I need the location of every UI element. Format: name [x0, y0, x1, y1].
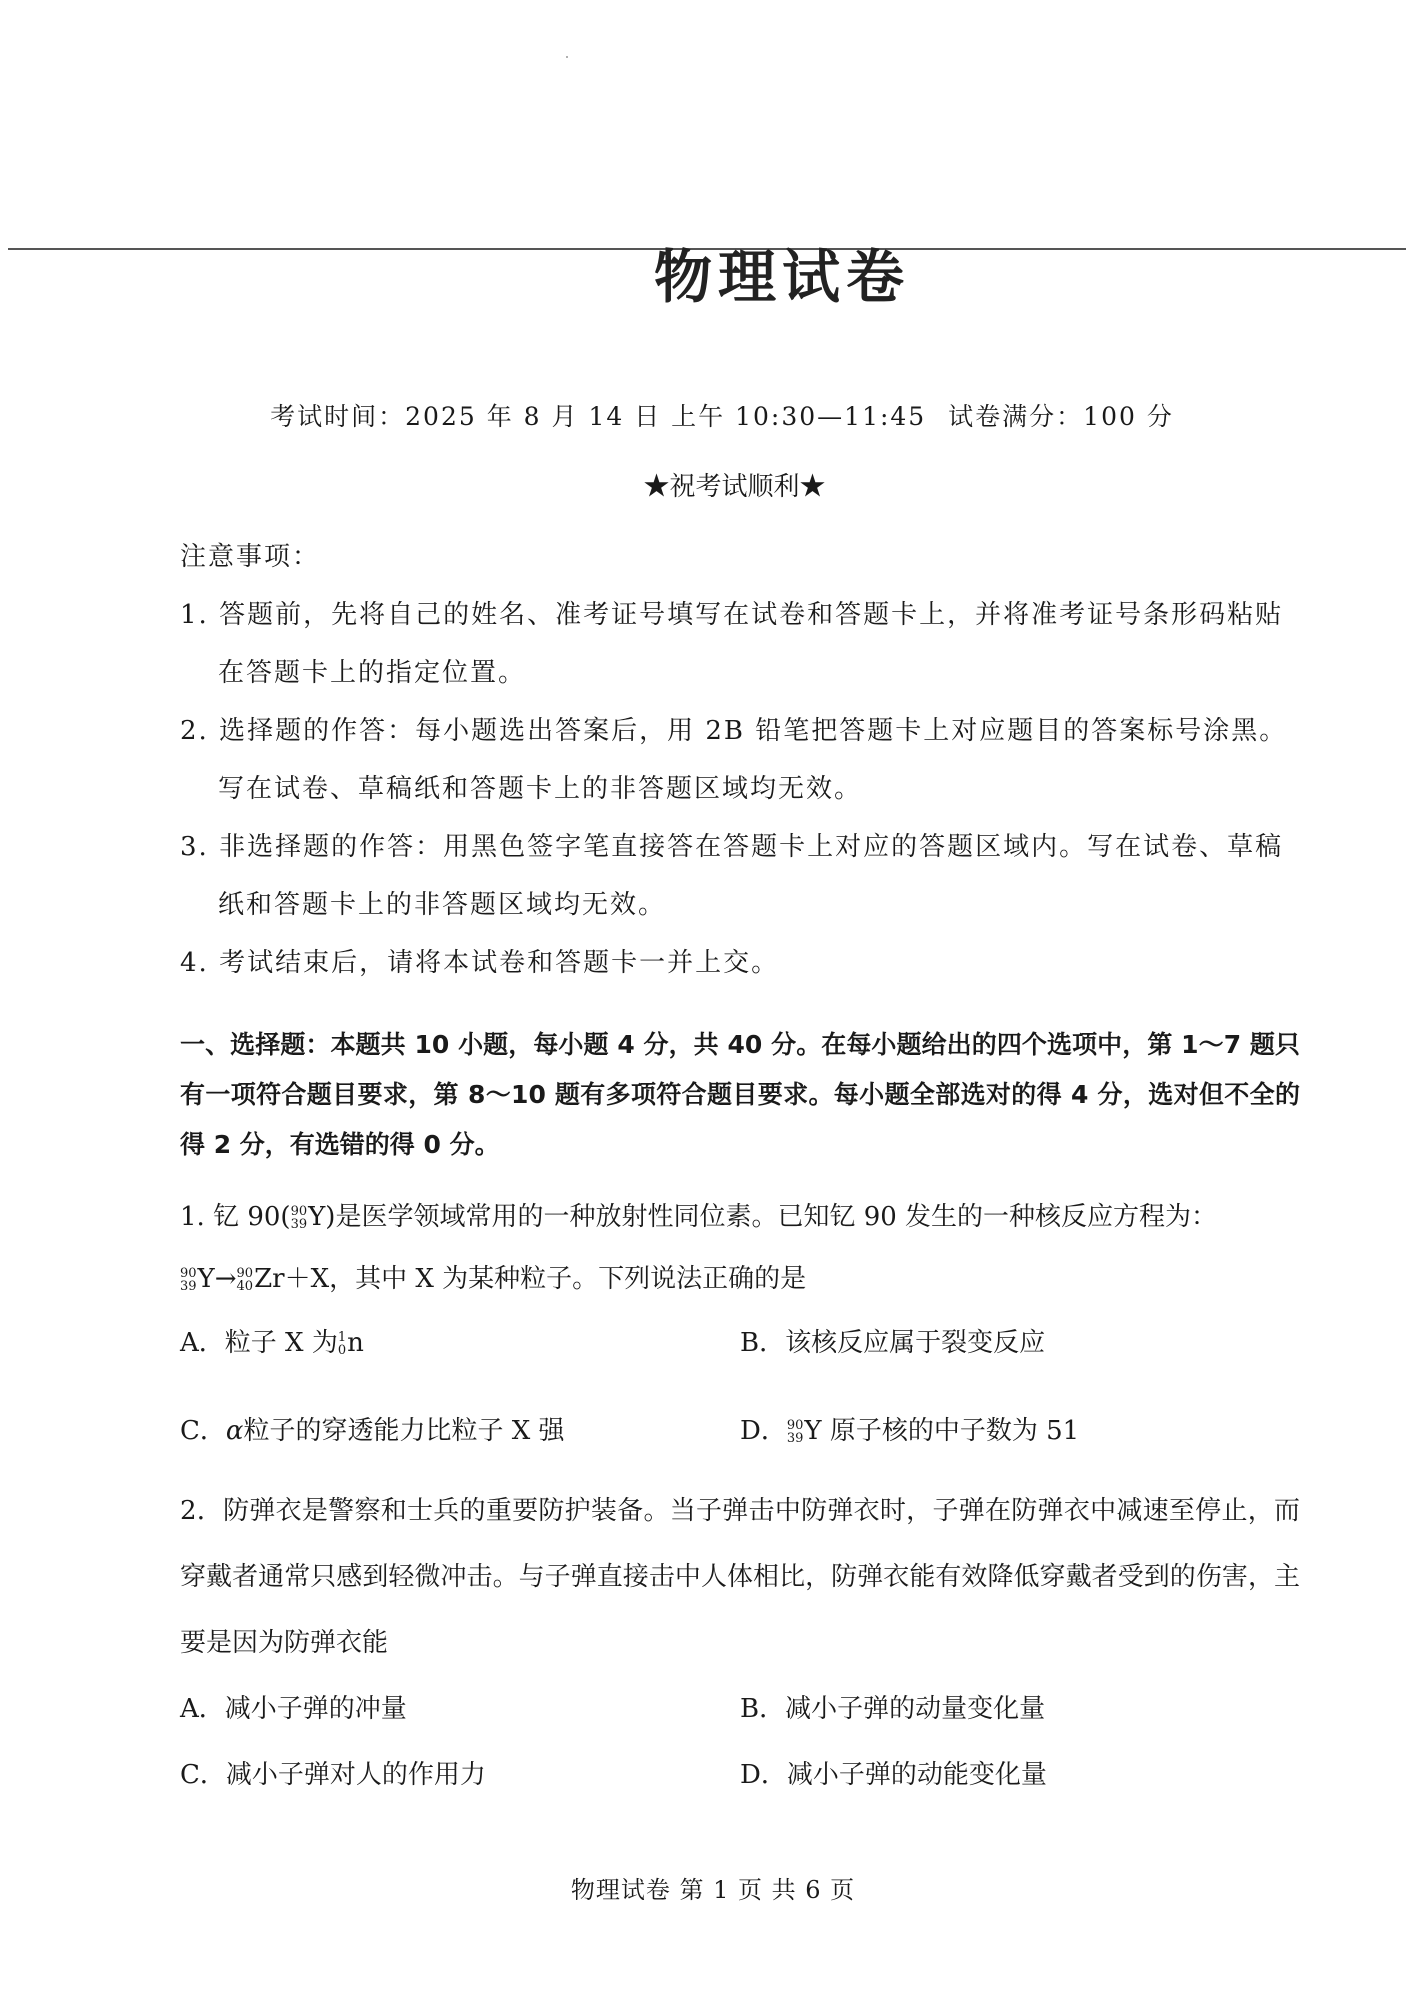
notice-item: 2. 选择题的作答：每小题选出答案后，用 2B 铅笔把答题卡上对应题目的答案标号涂黑。写在试卷、草稿纸和答题卡上的非答题区域均无效。	[180, 716, 1288, 804]
isotope-symbol: Zr	[254, 1264, 285, 1294]
exam-full-score: 试卷满分：100 分	[948, 402, 1174, 431]
blessing-line: ★祝考试顺利★	[643, 472, 826, 502]
notice-item: 3. 非选择题的作答：用黑色签字笔直接答在答题卡上对应的答题区域内。写在试卷、草稿纸和答题卡上的非答题区域均无效。	[180, 832, 1284, 920]
option-c: C．α粒子的穿透能力比粒子 X 强	[180, 1416, 565, 1446]
option-d: D．减小子弹的动能变化量	[740, 1760, 1047, 1790]
question-1-stem	[180, 1186, 1300, 1310]
q1-text-b: )是医学领域常用的一种放射性同位素。已知钇 90 发生的一种核反应方程为：	[325, 1202, 1218, 1232]
reaction-arrow: →	[214, 1264, 237, 1294]
question-2-options	[180, 1684, 1300, 1816]
isotope-notation: 90 39	[290, 1204, 308, 1232]
section-heading: 一、选择题：本题共 10 小题，每小题 4 分，共 40 分。在每小题给出的四个选项中，第 1～7 题只有一项符合题目要求，第 8～10 题有多项符合题目要求。每小题全部选对的得 4 分，选对但不全的得 2 分，有选错的得 0 分。	[180, 1030, 1300, 1159]
notice-item: 1. 答题前，先将自己的姓名、准考证号填写在试卷和答题卡上，并将准考证号条形码粘贴在答题卡上的指定位置。	[180, 600, 1284, 688]
question-1-options	[180, 1318, 1300, 1494]
page-footer: 物理试卷 第 1 页 共 6 页	[570, 1876, 856, 1904]
exam-info	[0, 397, 1414, 433]
isotope-notation: 90 40	[236, 1266, 254, 1294]
isotope-notation: 1 0	[337, 1330, 347, 1358]
option-b: B．减小子弹的动量变化量	[740, 1694, 1046, 1724]
isotope-notation: 90 39	[180, 1266, 197, 1294]
isotope-notation: 90 39	[786, 1418, 804, 1446]
option-b: B．该核反应属于裂变反应	[740, 1328, 1046, 1358]
notice-title: 注意事项：	[180, 542, 321, 572]
notice-item: 4. 考试结束后，请将本试卷和答题卡一并上交。	[180, 948, 780, 978]
notice-block	[180, 528, 1300, 992]
page-title: 物理试卷	[653, 243, 910, 311]
isotope-symbol: Y	[308, 1202, 326, 1232]
exam-time: 考试时间：2025 年 8 月 14 日 上午 10:30—11:45	[270, 402, 927, 431]
option-d: D． 90 39 Y 原子核的中子数为 51	[740, 1416, 1080, 1446]
option-a: A．粒子 X 为 1 0 n	[180, 1328, 364, 1358]
question-2-stem: 2．防弹衣是警察和士兵的重要防护装备。当子弹击中防弹衣时，子弹在防弹衣中减速至停止，而穿戴者通常只感到轻微冲击。与子弹直接击中人体相比，防弹衣能有效降低穿戴者受到的伤害，主要是因为防弹衣能	[180, 1496, 1300, 1658]
option-a: A．减小子弹的冲量	[180, 1694, 407, 1724]
q1-text-a: 1. 钇 90(	[180, 1202, 291, 1232]
q1-text-c: ＋X，其中 X 为某种粒子。下列说法正确的是	[284, 1264, 807, 1294]
scan-speck	[566, 56, 568, 58]
isotope-symbol: Y	[197, 1264, 215, 1294]
option-c: C．减小子弹对人的作用力	[180, 1760, 486, 1790]
